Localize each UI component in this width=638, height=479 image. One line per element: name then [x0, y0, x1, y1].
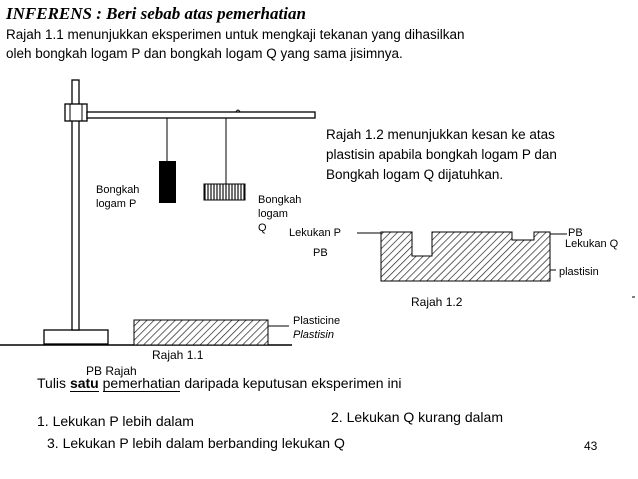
label-pb-right: PB [568, 227, 583, 239]
page-number: 43 [584, 439, 598, 453]
plasticine-1-1 [134, 320, 268, 345]
stand-clamp [65, 104, 87, 121]
rajah-1-2-desc-line-1: Rajah 1.2 menunjukkan kesan ke atas [326, 127, 555, 142]
label-plastisin: plastisin [559, 266, 599, 278]
label-lekukan-q: Lekukan Q [565, 238, 619, 250]
intro-line-2: oleh bongkah logam P dan bongkah logam Q yang sama jisimnya. [6, 46, 403, 61]
block-q [204, 184, 245, 200]
stand-base [44, 330, 108, 344]
label-block-p: Bongkah logam P [96, 184, 140, 210]
label-block-q: Bongkah logam Q [258, 194, 302, 234]
caption-rajah-1-1: Rajah 1.1 [152, 348, 204, 362]
block-p [159, 161, 176, 203]
label-lekukan-p: Lekukan P [289, 227, 341, 239]
intro-line-1: Rajah 1.1 menunjukkan eksperimen untuk mengkaji tekanan yang dihasilkan [6, 27, 465, 42]
answer-1: 1. Lekukan P lebih dalam [37, 413, 194, 429]
stand-arm [87, 112, 315, 118]
heading: INFERENS : Beri sebab atas pemerhatian [6, 4, 306, 23]
stray-label: PB Rajah [86, 364, 137, 378]
answer-2: 2. Lekukan Q kurang dalam [331, 409, 503, 425]
label-pb-left: PB [313, 247, 328, 259]
label-plasticine: Plasticine Plastisin [293, 315, 341, 341]
answer-3: 3. Lekukan P lebih dalam berbanding lekukan Q [47, 435, 345, 451]
question: Tulis satu pemerhatian daripada keputusan eksperimen ini [37, 375, 402, 391]
plastisin-1-2 [381, 232, 550, 281]
rajah-1-2-desc-line-2: plastisin apabila bongkah logam P dan [326, 147, 557, 162]
caption-rajah-1-2: Rajah 1.2 [411, 295, 463, 309]
rajah-1-2-desc-line-3: Bongkah logam Q dijatuhkan. [326, 167, 504, 182]
